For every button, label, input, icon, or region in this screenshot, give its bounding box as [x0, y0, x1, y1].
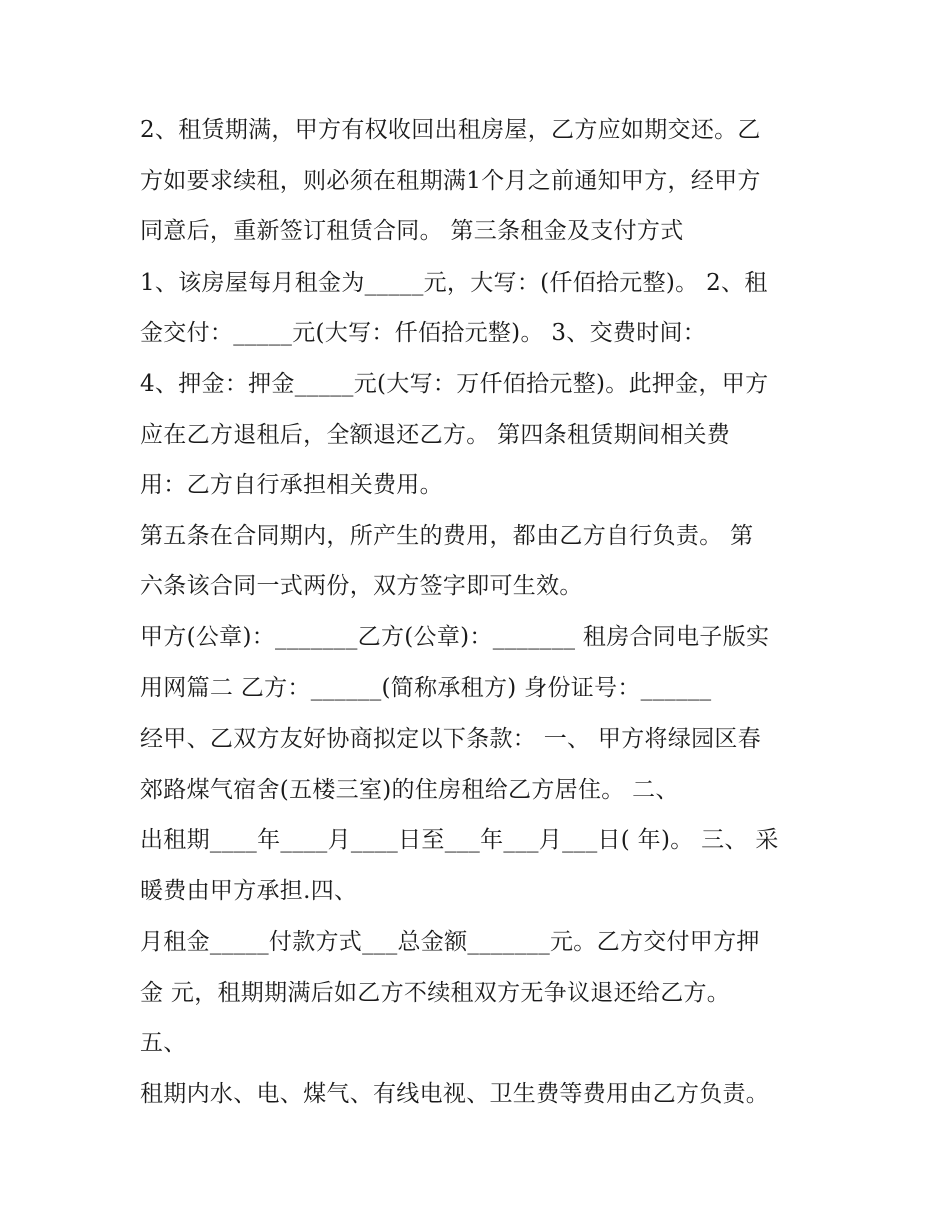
text-line: 月租金_____付款方式___总金额_______元。乙方交付甲方押 — [140, 929, 760, 955]
text-line: 2、租赁期满，甲方有权收回出租房屋，乙方应如期交还。乙 — [140, 117, 761, 143]
text-line: 用：乙方自行承担相关费用。 — [140, 472, 443, 498]
text-line: 五、 — [140, 1030, 187, 1056]
text-line: 1、该房屋每月租金为_____元，大写：(仟佰拾元整)。 2、租 — [140, 270, 768, 296]
text-line: 应在乙方退租后，全额退还乙方。 第四条租赁期间相关费 — [140, 422, 731, 448]
text-line: 用网篇二 乙方：______(简称承租方) 身份证号：______ — [140, 675, 712, 701]
text-line: 金 元，租期期满后如乙方不续租双方无争议退还给乙方。 — [140, 980, 731, 1006]
text-line: 经甲、乙双方友好协商拟定以下条款： 一、 甲方将绿园区春 — [140, 726, 762, 752]
text-line: 方如要求续租，则必须在租期满1个月之前通知甲方，经甲方 — [140, 168, 761, 194]
text-line: 暖费由甲方承担.四、 — [140, 878, 358, 904]
text-line: 出租期____年____月____日至___年___月___日( 年)。 三、 采 — [140, 827, 779, 853]
text-line: 金交付：_____元(大写：仟佰拾元整)。 3、交费时间： — [140, 320, 707, 346]
text-line: 租期内水、电、煤气、有线电视、卫生费等费用由乙方负责。 — [140, 1081, 770, 1107]
text-line: 六条该合同一式两份，双方签字即可生效。 — [140, 573, 583, 599]
text-line: 4、押金：押金_____元(大写：万仟佰拾元整)。此押金，甲方 — [140, 371, 769, 397]
text-line: 同意后，重新签订租赁合同。 第三条租金及支付方式 — [140, 218, 684, 244]
text-line: 郊路煤气宿舍(五楼三室)的住房租给乙方居住。 二、 — [140, 777, 679, 803]
text-line: 第五条在合同期内，所产生的费用，都由乙方自行负责。 第 — [140, 523, 754, 549]
text-line: 甲方(公章)：_______乙方(公章)：_______ 租房合同电子版实 — [140, 624, 770, 650]
